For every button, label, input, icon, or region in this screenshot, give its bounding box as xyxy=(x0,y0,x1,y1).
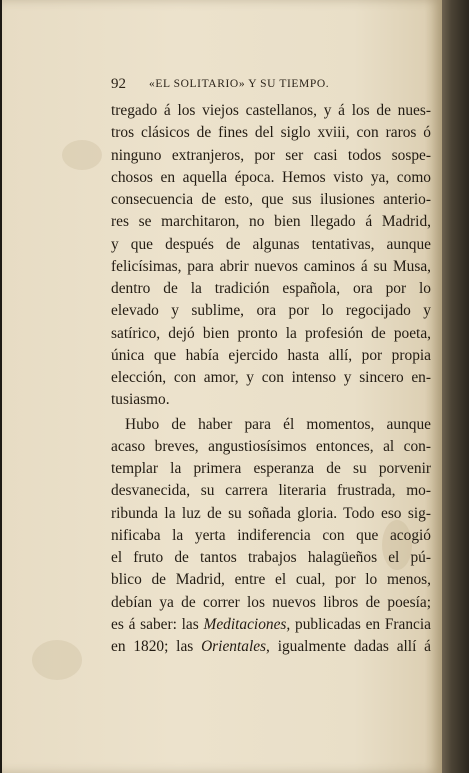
text-line: tusiasmo. xyxy=(111,391,170,409)
text-segment: publicadas en Francia xyxy=(290,615,431,633)
text-line: tregado á los viejos castellanos, y á los de nues- xyxy=(111,102,431,119)
text-line: chosos en aquella época. Hemos visto ya, como xyxy=(111,168,431,186)
paper-stain xyxy=(62,140,102,170)
text-segment: en 1820; las xyxy=(111,638,202,655)
text-line-with-italic xyxy=(111,636,431,658)
book-title-italic: Orientales xyxy=(201,638,267,655)
page-edge-shadow xyxy=(442,0,469,773)
text-line: y que después de algunas tentativas, aunque xyxy=(111,235,431,253)
text-line: elevado y sublime, ora por lo regocijado y xyxy=(111,302,431,320)
text-line: única que había ejercido hasta allí, por propia xyxy=(111,346,431,364)
text-line: ribunda la luz de su soñada gloria. Todo eso sig- xyxy=(111,504,431,522)
text-line: Hubo de haber para él momentos, aunque xyxy=(125,415,431,433)
text-line: acaso breves, angustiosísimos entonces, al con- xyxy=(111,437,431,455)
text-line: tros clásicos de fines del siglo xviii, con raros ó xyxy=(111,124,431,142)
text-line: elección, con amor, y con intenso y sincero en- xyxy=(111,369,431,386)
text-line: felicísimas, para abrir nuevos caminos á su Musa, xyxy=(111,257,431,275)
text-line: satírico, dejó bien pronto la profesión de poeta, xyxy=(111,324,431,342)
book-page xyxy=(2,0,442,773)
text-segment: , igualmente dadas allí á xyxy=(266,638,431,655)
text-line: ninguno extranjeros, por ser casi todos sospe- xyxy=(111,146,431,164)
page-number: 92 xyxy=(111,76,126,92)
text-line: nificaba la yerta indiferencia con que acogió xyxy=(111,526,431,544)
running-title: «EL SOLITARIO» Y SU TIEMPO. xyxy=(149,78,330,90)
text-line: desvanecida, su carrera literaria frustrada, mo- xyxy=(111,482,431,500)
text-line: consecuencia de esto, que sus ilusiones anterio- xyxy=(111,191,431,208)
paper-stain xyxy=(32,640,82,680)
text-line: debían ya de correr los nuevos libros de poesía; xyxy=(111,593,431,611)
text-line: blico de Madrid, entre el cual, por lo menos, xyxy=(111,571,431,589)
text-line: templar la primera esperanza de su porvenir xyxy=(111,460,431,477)
text-line: el fruto de tantos trabajos halagüeños el pú- xyxy=(111,549,431,566)
page-header xyxy=(111,76,431,96)
text-line: dentro de la tradición española, ora por lo xyxy=(111,280,431,297)
text-segment: es á saber: las xyxy=(111,615,204,633)
text-line-with-italic xyxy=(111,614,431,636)
book-title-italic: Meditaciones, xyxy=(203,615,291,633)
body-text xyxy=(111,100,431,658)
text-line: res se marchitaron, no bien llegado á Madrid, xyxy=(111,213,431,231)
